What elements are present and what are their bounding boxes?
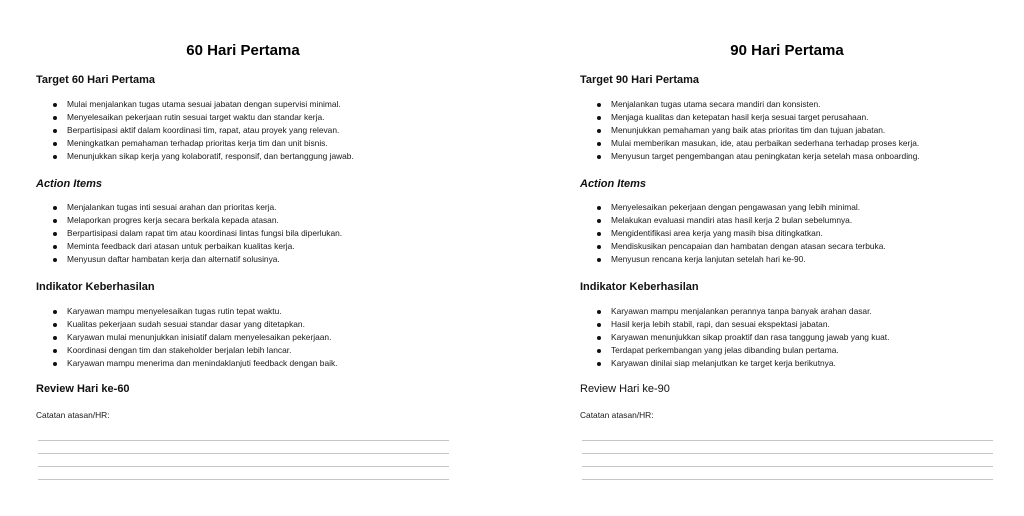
- list-item: Meningkatkan pemahaman terhadap prioritas kerja tim dan unit bisnis.: [36, 137, 354, 150]
- list-item: Melaporkan progres kerja secara berkala kepada atasan.: [36, 214, 342, 227]
- list-item: Koordinasi dengan tim dan stakeholder berjalan lebih lancar.: [36, 344, 338, 357]
- action-items-list: [36, 201, 342, 266]
- list-item: Menyusun target pengembangan atau peningkatan kerja setelah masa onboarding.: [580, 150, 920, 163]
- list-item: Karyawan dinilai siap melanjutkan ke target kerja berikutnya.: [580, 357, 889, 370]
- note-line[interactable]: [38, 453, 449, 454]
- note-line[interactable]: [582, 479, 993, 480]
- note-line[interactable]: [38, 440, 449, 441]
- list-item: Menyusun rencana kerja lanjutan setelah hari ke-90.: [580, 253, 886, 266]
- list-item: Menyusun daftar hambatan kerja dan alternatif solusinya.: [36, 253, 342, 266]
- list-item: Menyelesaikan pekerjaan rutin sesuai target waktu dan standar kerja.: [36, 111, 354, 124]
- list-item: Melakukan evaluasi mandiri atas hasil kerja 2 bulan sebelumnya.: [580, 214, 886, 227]
- list-item: Mendiskusikan pencapaian dan hambatan dengan atasan secara terbuka.: [580, 240, 886, 253]
- indicators-heading: Indikator Keberhasilan: [36, 281, 155, 293]
- action-items-heading: Action Items: [36, 178, 103, 190]
- list-item: Meminta feedback dari atasan untuk perbaikan kualitas kerja.: [36, 240, 342, 253]
- note-line[interactable]: [582, 466, 993, 467]
- list-item: Berpartisipasi aktif dalam koordinasi tim, rapat, atau proyek yang relevan.: [36, 124, 354, 137]
- list-item: Karyawan menunjukkan sikap proaktif dan rasa tanggung jawab yang kuat.: [580, 331, 889, 344]
- list-item: Mulai memberikan masukan, ide, atau perbaikan sederhana terhadap proses kerja.: [580, 137, 920, 150]
- list-item: Menyelesaikan pekerjaan dengan pengawasan yang lebih minimal.: [580, 201, 886, 214]
- list-item: Karyawan mampu menyelesaikan tugas rutin tepat waktu.: [36, 305, 338, 318]
- list-item: Menjaga kualitas dan ketepatan hasil kerja sesuai target perusahaan.: [580, 111, 920, 124]
- list-item: Karyawan mulai menunjukkan inisiatif dalam menyelesaikan pekerjaan.: [36, 331, 338, 344]
- list-item: Mulai menjalankan tugas utama sesuai jabatan dengan supervisi minimal.: [36, 98, 354, 111]
- list-item: Menjalankan tugas utama secara mandiri dan konsisten.: [580, 98, 920, 111]
- list-item: Hasil kerja lebih stabil, rapi, dan sesuai ekspektasi jabatan.: [580, 318, 889, 331]
- indicators-heading: Indikator Keberhasilan: [580, 281, 699, 293]
- list-item: Mengidentifikasi area kerja yang masih bisa ditingkatkan.: [580, 227, 886, 240]
- note-line[interactable]: [582, 453, 993, 454]
- list-item: Kualitas pekerjaan sudah sesuai standar dasar yang ditetapkan.: [36, 318, 338, 331]
- note-line[interactable]: [582, 440, 993, 441]
- list-item: Karyawan mampu menjalankan perannya tanpa banyak arahan dasar.: [580, 305, 889, 318]
- list-item: Menunjukkan pemahaman yang baik atas prioritas tim dan tujuan jabatan.: [580, 124, 920, 137]
- action-items-heading: Action Items: [580, 178, 647, 190]
- target-list: [580, 98, 920, 163]
- section-title: 90 Hari Pertama: [730, 42, 844, 59]
- note-line[interactable]: [38, 479, 449, 480]
- target-heading: Target 90 Hari Pertama: [580, 74, 700, 86]
- list-item: Menjalankan tugas inti sesuai arahan dan prioritas kerja.: [36, 201, 342, 214]
- review-heading: Review Hari ke-60: [36, 383, 130, 395]
- review-heading: Review Hari ke-90: [580, 383, 670, 395]
- notes-label: Catatan atasan/HR:: [36, 410, 110, 420]
- section-title: 60 Hari Pertama: [186, 42, 300, 59]
- notes-label: Catatan atasan/HR:: [580, 410, 654, 420]
- action-items-list: [580, 201, 886, 266]
- indicators-list: [36, 305, 338, 370]
- indicators-list: [580, 305, 889, 370]
- list-item: Terdapat perkembangan yang jelas dibanding bulan pertama.: [580, 344, 889, 357]
- note-line[interactable]: [38, 466, 449, 467]
- target-heading: Target 60 Hari Pertama: [36, 74, 156, 86]
- list-item: Menunjukkan sikap kerja yang kolaboratif, responsif, dan bertanggung jawab.: [36, 150, 354, 163]
- list-item: Berpartisipasi dalam rapat tim atau koordinasi lintas fungsi bila diperlukan.: [36, 227, 342, 240]
- target-list: [36, 98, 354, 163]
- list-item: Karyawan mampu menerima dan menindaklanjuti feedback dengan baik.: [36, 357, 338, 370]
